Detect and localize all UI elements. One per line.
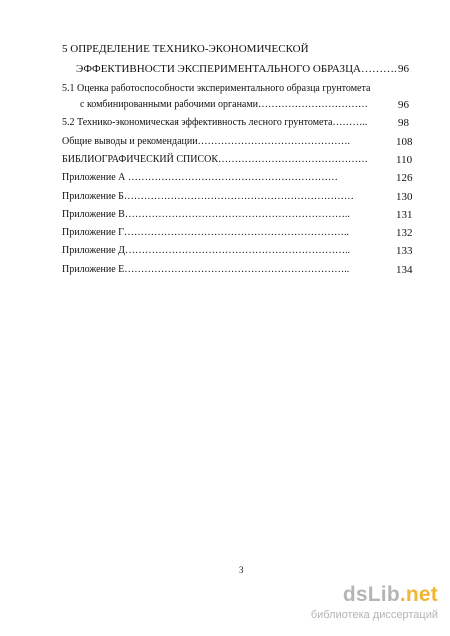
watermark-logo xyxy=(343,584,438,605)
toc-appendix-d: Приложение Д………………………………………………………….. xyxy=(62,245,350,256)
watermark-logo-main: dsLib xyxy=(342,583,400,606)
toc-appendix-e: Приложение Е………………………………………………………….. xyxy=(62,264,350,275)
dslib-watermark xyxy=(310,583,438,628)
toc-conclusions-page: 108 xyxy=(396,136,413,148)
toc-appendix-v: Приложение В………………………………………………………….. xyxy=(62,209,350,220)
toc-bibliography-page: 110 xyxy=(396,154,413,166)
toc-section5-page: 96 xyxy=(398,63,409,75)
toc-section5-title-line2: ЭФФЕКТИВНОСТИ ЭКСПЕРИМЕНТАЛЬНОГО ОБРАЗЦА………. xyxy=(76,63,397,75)
toc-item-5-1-line2: с комбинированными рабочими органами…………………………… xyxy=(80,99,369,110)
toc-item-5-2: 5.2 Технико-экономическая эффективность лесного грунтомета……….. xyxy=(62,117,368,128)
page-number: 3 xyxy=(239,565,244,575)
toc-bibliography: БИБЛИОГРАФИЧЕСКИЙ СПИСОК……………………………………… xyxy=(62,154,369,165)
toc-appendix-a: Приложение А ……………………………………………………… xyxy=(62,172,338,183)
toc-appendix-g-page: 132 xyxy=(396,227,413,239)
toc-item-5-1-page: 96 xyxy=(398,99,409,111)
toc-appendix-a-page: 126 xyxy=(396,172,413,184)
toc-appendix-b: Приложение Б…………………………………………………………… xyxy=(62,191,354,202)
toc-item-5-1-line1: 5.1 Оценка работоспособности экспериментального образца грунтомета xyxy=(62,83,371,94)
toc-appendix-e-page: 134 xyxy=(396,264,413,276)
watermark-logo-tld: .net xyxy=(399,583,438,606)
toc-appendix-g: Приложение Г………………………………………………………….. xyxy=(62,227,349,238)
toc-item-5-2-page: 98 xyxy=(398,117,409,129)
toc-conclusions: Общие выводы и рекомендации………………………………………. xyxy=(62,136,351,147)
toc-appendix-d-page: 133 xyxy=(396,245,413,257)
toc-appendix-b-page: 130 xyxy=(396,191,413,203)
toc-section5-title-line1: 5 ОПРЕДЕЛЕНИЕ ТЕХНИКО-ЭКОНОМИЧЕСКОЙ xyxy=(62,43,309,55)
watermark-subtitle: библиотека диссертаций xyxy=(310,609,438,621)
toc-appendix-v-page: 131 xyxy=(396,209,413,221)
